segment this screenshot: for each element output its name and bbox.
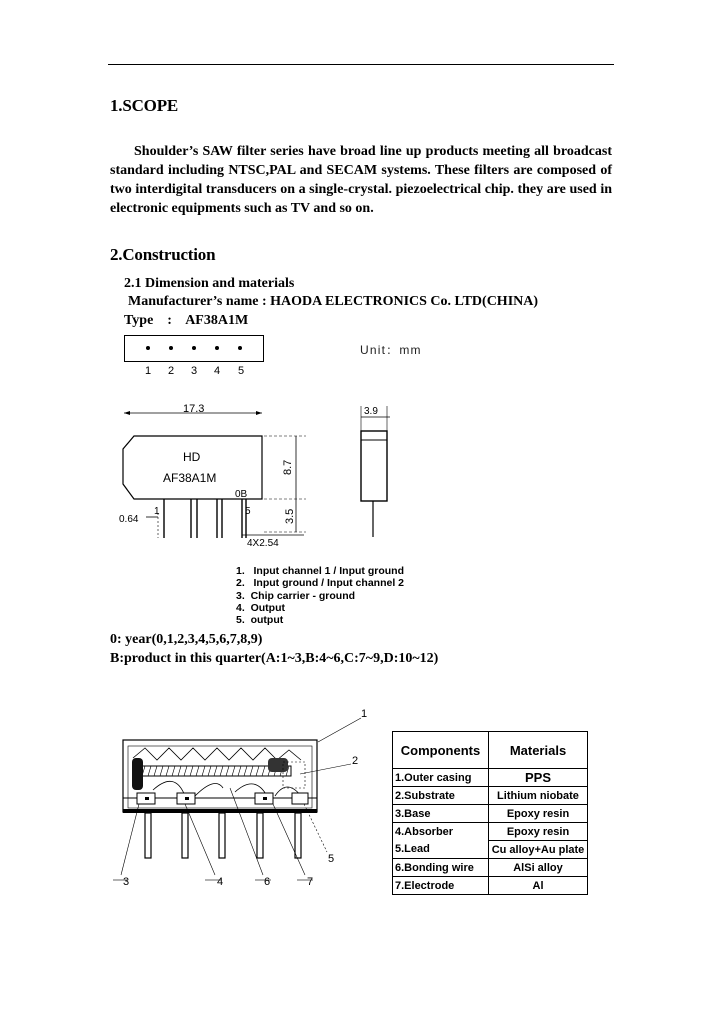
callout-number: 4: [217, 876, 224, 888]
component-cell: 4.Absorber: [393, 823, 489, 841]
width-dim-label: 17.3: [183, 403, 205, 415]
component-cell: 2.Substrate: [393, 787, 489, 805]
callout-line: [121, 804, 139, 875]
pad-dot: [185, 797, 189, 800]
callout-number: 6: [264, 876, 271, 888]
material-cell: Epoxy resin: [489, 805, 588, 823]
pin-dot: [215, 346, 219, 350]
callout-number: 2: [352, 755, 359, 767]
side-view-body: [361, 431, 387, 501]
component-cell: 6.Bonding wire: [393, 859, 489, 877]
date-code-label: 0B: [235, 489, 248, 500]
pin-number: 1: [145, 365, 152, 377]
depth-dim-label: 3.9: [364, 406, 378, 417]
material-cell: Cu alloy+Au plate: [489, 841, 588, 859]
lead: [145, 813, 151, 858]
top-rule: [108, 64, 614, 65]
quarter-note: B:product in this quarter(A:1~3,B:4~6,C:7~9,D:10~12): [110, 651, 439, 666]
material-cell: Lithium niobate: [489, 787, 588, 805]
component-cell: 1.Outer casing: [393, 769, 489, 787]
pin-function-item: 1. Input channel 1 / Input ground: [236, 565, 404, 577]
callout-number: 1: [361, 708, 368, 720]
arrow-icon: [124, 411, 130, 415]
pin-dot: [146, 346, 150, 350]
table-row: [393, 877, 588, 895]
scope-paragraph: Shoulder’s SAW filter series have broad line up products meeting all broadcast standard including NTSC,PAL and SECAM systems. These filters are composed of two interdigital transducers on a single-crystal. piezoelectrical chip. they are used in electronic equipments such as TV and so on.: [110, 144, 612, 216]
type-line: Type : AF38A1M: [124, 313, 249, 328]
table-row: [393, 787, 588, 805]
dimension-drawing: [108, 398, 428, 558]
material-cell: PPS: [489, 769, 588, 787]
material-cell: AlSi alloy: [489, 859, 588, 877]
callout-line: [185, 804, 215, 875]
column-header: Components: [393, 732, 489, 769]
pin-dot: [238, 346, 242, 350]
lead: [182, 813, 188, 858]
pin-function-item: 4. Output: [236, 601, 285, 614]
year-note: 0: year(0,1,2,3,4,5,6,7,8,9): [110, 632, 263, 647]
lead: [219, 813, 225, 858]
pad-dot: [145, 797, 149, 800]
pin-dot: [169, 346, 173, 350]
pin-function-item: 2. Input ground / Input channel 2: [236, 577, 404, 590]
arrow-icon: [256, 411, 262, 415]
absorber-right: [268, 758, 288, 772]
materials-table: [392, 731, 588, 895]
construction-heading: 2.Construction: [110, 245, 216, 264]
component-cell: 3.Base: [393, 805, 489, 823]
pitch-label: 4X2.54: [247, 538, 279, 549]
table-row: [393, 859, 588, 877]
callout-number: 5: [328, 853, 335, 865]
callout-line: [318, 718, 361, 742]
callout-number: 3: [123, 876, 130, 888]
pin-last-label: 5: [245, 506, 251, 517]
scope-heading: 1.SCOPE: [110, 96, 179, 115]
table-row: [393, 841, 588, 859]
component-cell: 5.Lead: [393, 841, 489, 859]
lead-width-label: 0.64: [119, 514, 139, 525]
pin-number: 3: [191, 365, 198, 377]
height-dim-label: 8.7: [282, 459, 294, 475]
pin-number: 5: [238, 365, 245, 377]
table-header-row: [393, 732, 588, 769]
absorber-left: [132, 758, 143, 790]
lead-dim-label: 3.5: [284, 508, 296, 524]
lead: [295, 813, 301, 858]
electrode-pad: [292, 793, 308, 804]
pin-function-item: 5. output: [236, 614, 284, 627]
pin-first-label: 1: [154, 506, 160, 517]
pin-dot: [192, 346, 196, 350]
model-label: AF38A1M: [163, 471, 217, 485]
pin-number: 4: [214, 365, 221, 377]
unit-label: Unit：mm: [360, 343, 422, 357]
table-row: [393, 769, 588, 787]
lead: [257, 813, 263, 858]
component-cell: 7.Electrode: [393, 877, 489, 895]
brand-label: HD: [183, 450, 201, 464]
dimension-subheading: 2.1 Dimension and materials: [124, 276, 295, 291]
table-row: [393, 805, 588, 823]
callout-number: 7: [307, 876, 314, 888]
pin-function-list: [236, 565, 404, 626]
material-cell: Epoxy resin: [489, 823, 588, 841]
cross-section-drawing: [105, 700, 375, 895]
pin-number: 2: [168, 365, 175, 377]
material-cell: Al: [489, 877, 588, 895]
manufacturer-line: Manufacturer’s name : HAODA ELECTRONICS Co. LTD(CHINA): [128, 294, 539, 309]
pad-dot: [263, 797, 267, 800]
column-header: Materials: [489, 732, 588, 769]
pin-function-item: 3. Chip carrier - ground: [236, 589, 356, 602]
table-row: [393, 823, 588, 841]
